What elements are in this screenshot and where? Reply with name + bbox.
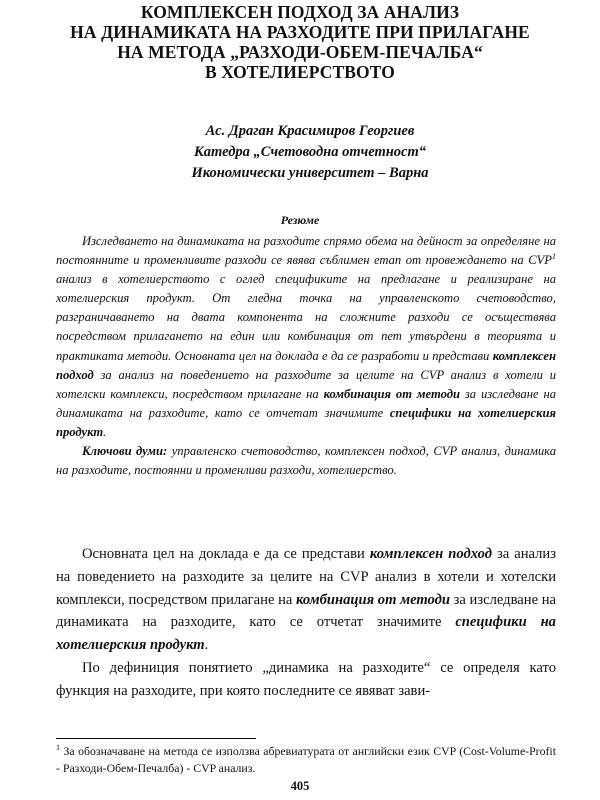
footnote-marker: 1	[552, 252, 556, 262]
abstract-emphasis: комплексен подход	[56, 348, 556, 382]
page-number: 405	[290, 779, 310, 793]
body-emphasis: комплексен подход	[369, 546, 492, 562]
body-emphasis: специфики на хотелиерския продукт	[56, 614, 556, 654]
body-text	[56, 543, 556, 703]
keywords-text: управленско счетоводство, комплексен подход, CVP анализ, динамика на разходите, постоянни и променливи разходи, хотелиерство.	[56, 444, 556, 478]
footnote-text: За обозначаване на метода се използва абревиатурата от английски език CVP (Cost-Volume-Profit - Разходи-Обем-Печалба) - CVP анализ.	[56, 744, 556, 775]
author-university: Икономически университет – Варна	[191, 165, 429, 181]
author-department: Катедра „Счетоводна отчетност“	[193, 144, 427, 160]
title-line-2: НА ДИНАМИКАТА НА РАЗХОДИТЕ ПРИ ПРИЛАГАНЕ	[70, 22, 530, 42]
abstract-emphasis: специфики на хотелиерския продукт	[56, 405, 556, 439]
abstract-paragraph: Изследването на динамиката на разходите спрямо обема на дейност за определяне на постоянните и променливите разходи се явява съблимен етап от провеждането на CVP$^1$ анализ в хотелиерството с оглед спецификите на предлагане и реализиране на хотелиерския продукт. От гледна точка на управленското счетоводство, разграничаването на двата компонента на сложните разходи се осъществява посредством прилагането на един или комбинация от пет утвърдени в теорията и практиката методи. Основната цел на доклада е да се разработи и представи комплексен подход за анализ на поведението на разходите за целите на CVP анализ в хотели и хотелски комплекси, посредством прилагане на комбинация от методи за изследване на динамиката на разходите, като се отчетат значимите специфики на хотелиерския продукт.	[56, 234, 556, 439]
keywords-label: Ключови думи:	[82, 444, 168, 459]
title-line-1: КОМПЛЕКСЕН ПОДХОД ЗА АНАЛИЗ	[140, 2, 460, 22]
paper-title	[20, 2, 580, 82]
author-block	[100, 121, 520, 184]
abstract-emphasis: комбинация от методи	[323, 386, 460, 401]
footnote-number: 1	[56, 743, 60, 752]
body-paragraph-2: По дефиниция понятието „динамика на разходите“ се определя като функция на разходите, при която последните се явяват зави-	[56, 659, 556, 699]
body-emphasis: комбинация от методи	[296, 591, 450, 608]
abstract-heading: Резюме	[280, 213, 320, 227]
author-name: Ас. Драган Красимиров Георгиев	[205, 123, 415, 139]
abstract	[56, 232, 556, 480]
title-line-3: НА МЕТОДА „РАЗХОДИ-ОБЕМ-ПЕЧАЛБА“	[117, 42, 483, 62]
footnote-divider	[56, 738, 256, 739]
footnote	[56, 743, 556, 777]
keywords	[56, 442, 556, 480]
body-paragraph-1: Основната цел на доклада е да се представи комплексен подход за анализ на поведението на разходите за целите на CVP анализ в хотели и хотелски комплекси, посредством прилагане на комбинация от методи за изследване на динамиката на разходите, като се отчетат значимите специфики на хотелиерския продукт.	[56, 546, 556, 654]
title-line-4: В ХОТЕЛИЕРСТВОТО	[205, 62, 395, 82]
